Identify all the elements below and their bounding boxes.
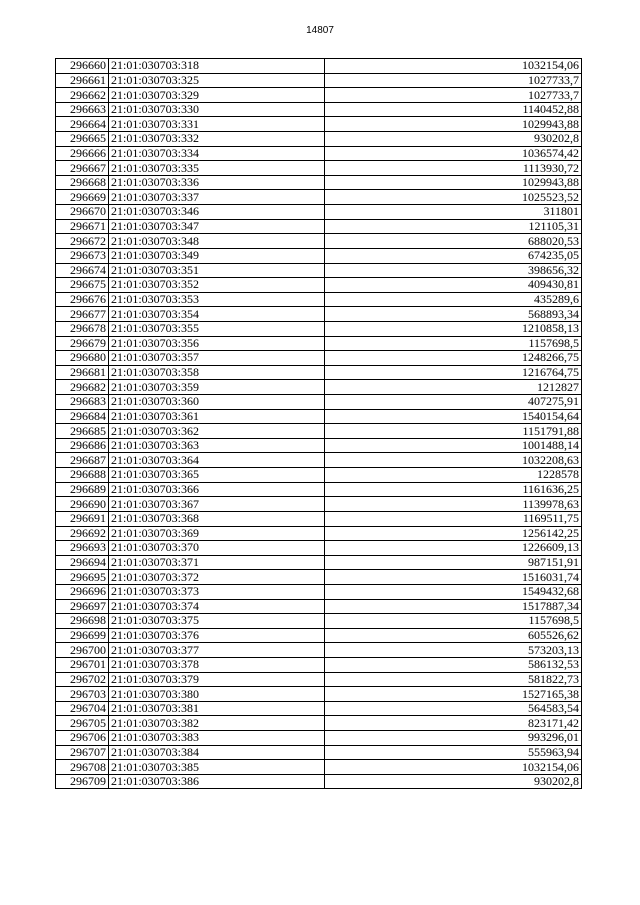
row-number-cell: 296695 bbox=[56, 570, 109, 585]
value-cell: 407275,91 bbox=[325, 395, 582, 410]
row-number-cell: 296675 bbox=[56, 278, 109, 293]
row-number-cell: 296665 bbox=[56, 132, 109, 147]
table-row bbox=[56, 701, 582, 716]
cadastral-number-cell: 21:01:030703:349 bbox=[109, 248, 325, 263]
table-row bbox=[56, 482, 582, 497]
row-number-cell: 296690 bbox=[56, 497, 109, 512]
value-cell: 987151,91 bbox=[325, 555, 582, 570]
table-row bbox=[56, 643, 582, 658]
value-cell: 1032154,06 bbox=[325, 59, 582, 74]
table-row bbox=[56, 73, 582, 88]
table-row bbox=[56, 234, 582, 249]
row-number-cell: 296704 bbox=[56, 701, 109, 716]
row-number-cell: 296709 bbox=[56, 774, 109, 789]
row-number-cell: 296696 bbox=[56, 584, 109, 599]
row-number-cell: 296683 bbox=[56, 395, 109, 410]
cadastral-number-cell: 21:01:030703:369 bbox=[109, 526, 325, 541]
table-row bbox=[56, 395, 582, 410]
page-number: 14807 bbox=[306, 25, 334, 36]
cadastral-number-cell: 21:01:030703:382 bbox=[109, 716, 325, 731]
row-number-cell: 296689 bbox=[56, 482, 109, 497]
row-number-cell: 296693 bbox=[56, 541, 109, 556]
cadastral-number-cell: 21:01:030703:385 bbox=[109, 760, 325, 775]
cadastral-number-cell: 21:01:030703:373 bbox=[109, 584, 325, 599]
table-row bbox=[56, 248, 582, 263]
value-cell: 1517887,34 bbox=[325, 599, 582, 614]
cadastral-number-cell: 21:01:030703:346 bbox=[109, 205, 325, 220]
cadastral-number-cell: 21:01:030703:363 bbox=[109, 438, 325, 453]
cadastral-number-cell: 21:01:030703:380 bbox=[109, 687, 325, 702]
value-cell: 1210858,13 bbox=[325, 321, 582, 336]
table-row bbox=[56, 760, 582, 775]
row-number-cell: 296669 bbox=[56, 190, 109, 205]
value-cell: 581822,73 bbox=[325, 672, 582, 687]
row-number-cell: 296679 bbox=[56, 336, 109, 351]
table-row bbox=[56, 117, 582, 132]
table-row bbox=[56, 731, 582, 746]
value-cell: 1516031,74 bbox=[325, 570, 582, 585]
row-number-cell: 296684 bbox=[56, 409, 109, 424]
value-cell: 555963,94 bbox=[325, 745, 582, 760]
cadastral-number-cell: 21:01:030703:353 bbox=[109, 292, 325, 307]
row-number-cell: 296682 bbox=[56, 380, 109, 395]
cadastral-number-cell: 21:01:030703:359 bbox=[109, 380, 325, 395]
cadastral-number-cell: 21:01:030703:331 bbox=[109, 117, 325, 132]
cadastral-number-cell: 21:01:030703:361 bbox=[109, 409, 325, 424]
table-row bbox=[56, 774, 582, 789]
cadastral-number-cell: 21:01:030703:330 bbox=[109, 102, 325, 117]
row-number-cell: 296694 bbox=[56, 555, 109, 570]
cadastral-number-cell: 21:01:030703:355 bbox=[109, 321, 325, 336]
table-row bbox=[56, 672, 582, 687]
value-cell: 1027733,7 bbox=[325, 88, 582, 103]
table-row bbox=[56, 190, 582, 205]
row-number-cell: 296678 bbox=[56, 321, 109, 336]
value-cell: 1001488,14 bbox=[325, 438, 582, 453]
table-row bbox=[56, 628, 582, 643]
cadastral-number-cell: 21:01:030703:348 bbox=[109, 234, 325, 249]
row-number-cell: 296661 bbox=[56, 73, 109, 88]
row-number-cell: 296707 bbox=[56, 745, 109, 760]
cadastral-number-cell: 21:01:030703:365 bbox=[109, 468, 325, 483]
cadastral-number-cell: 21:01:030703:378 bbox=[109, 657, 325, 672]
value-cell: 1032154,06 bbox=[325, 760, 582, 775]
value-cell: 586132,53 bbox=[325, 657, 582, 672]
value-cell: 409430,81 bbox=[325, 278, 582, 293]
cadastral-number-cell: 21:01:030703:356 bbox=[109, 336, 325, 351]
table-row bbox=[56, 102, 582, 117]
cadastral-number-cell: 21:01:030703:354 bbox=[109, 307, 325, 322]
row-number-cell: 296660 bbox=[56, 59, 109, 74]
cadastral-number-cell: 21:01:030703:325 bbox=[109, 73, 325, 88]
row-number-cell: 296668 bbox=[56, 175, 109, 190]
row-number-cell: 296687 bbox=[56, 453, 109, 468]
value-cell: 823171,42 bbox=[325, 716, 582, 731]
value-cell: 1256142,25 bbox=[325, 526, 582, 541]
cadastral-number-cell: 21:01:030703:366 bbox=[109, 482, 325, 497]
table-row bbox=[56, 584, 582, 599]
row-number-cell: 296688 bbox=[56, 468, 109, 483]
value-cell: 1540154,64 bbox=[325, 409, 582, 424]
cadastral-number-cell: 21:01:030703:318 bbox=[109, 59, 325, 74]
table-row bbox=[56, 175, 582, 190]
cadastral-number-cell: 21:01:030703:351 bbox=[109, 263, 325, 278]
value-cell: 1151791,88 bbox=[325, 424, 582, 439]
row-number-cell: 296664 bbox=[56, 117, 109, 132]
cadastral-number-cell: 21:01:030703:386 bbox=[109, 774, 325, 789]
cadastral-number-cell: 21:01:030703:384 bbox=[109, 745, 325, 760]
value-cell: 435289,6 bbox=[325, 292, 582, 307]
value-cell: 1032208,63 bbox=[325, 453, 582, 468]
row-number-cell: 296685 bbox=[56, 424, 109, 439]
row-number-cell: 296699 bbox=[56, 628, 109, 643]
row-number-cell: 296708 bbox=[56, 760, 109, 775]
value-cell: 1113930,72 bbox=[325, 161, 582, 176]
table-row bbox=[56, 599, 582, 614]
table-row bbox=[56, 716, 582, 731]
table-row bbox=[56, 555, 582, 570]
value-cell: 564583,54 bbox=[325, 701, 582, 716]
cadastral-number-cell: 21:01:030703:364 bbox=[109, 453, 325, 468]
table-row bbox=[56, 307, 582, 322]
cadastral-number-cell: 21:01:030703:368 bbox=[109, 511, 325, 526]
cadastral-number-cell: 21:01:030703:332 bbox=[109, 132, 325, 147]
row-number-cell: 296686 bbox=[56, 438, 109, 453]
table-row bbox=[56, 161, 582, 176]
value-cell: 1025523,52 bbox=[325, 190, 582, 205]
cadastral-number-cell: 21:01:030703:371 bbox=[109, 555, 325, 570]
value-cell: 674235,05 bbox=[325, 248, 582, 263]
table-row bbox=[56, 745, 582, 760]
row-number-cell: 296673 bbox=[56, 248, 109, 263]
table-row bbox=[56, 409, 582, 424]
table-row bbox=[56, 424, 582, 439]
table-row bbox=[56, 497, 582, 512]
table-row bbox=[56, 438, 582, 453]
row-number-cell: 296702 bbox=[56, 672, 109, 687]
cadastral-number-cell: 21:01:030703:360 bbox=[109, 395, 325, 410]
value-cell: 1027733,7 bbox=[325, 73, 582, 88]
table-row bbox=[56, 453, 582, 468]
table-row bbox=[56, 132, 582, 147]
cadastral-number-cell: 21:01:030703:357 bbox=[109, 351, 325, 366]
value-cell: 1228578 bbox=[325, 468, 582, 483]
table-row bbox=[56, 88, 582, 103]
table-row bbox=[56, 468, 582, 483]
cadastral-number-cell: 21:01:030703:362 bbox=[109, 424, 325, 439]
row-number-cell: 296670 bbox=[56, 205, 109, 220]
table-row bbox=[56, 263, 582, 278]
table-row bbox=[56, 614, 582, 629]
cadastral-number-cell: 21:01:030703:335 bbox=[109, 161, 325, 176]
row-number-cell: 296680 bbox=[56, 351, 109, 366]
cadastral-number-cell: 21:01:030703:379 bbox=[109, 672, 325, 687]
row-number-cell: 296705 bbox=[56, 716, 109, 731]
row-number-cell: 296663 bbox=[56, 102, 109, 117]
value-cell: 605526,62 bbox=[325, 628, 582, 643]
table-row bbox=[56, 365, 582, 380]
value-cell: 311801 bbox=[325, 205, 582, 220]
cadastral-number-cell: 21:01:030703:370 bbox=[109, 541, 325, 556]
table-row bbox=[56, 292, 582, 307]
value-cell: 1549432,68 bbox=[325, 584, 582, 599]
value-cell: 398656,32 bbox=[325, 263, 582, 278]
table-row bbox=[56, 380, 582, 395]
table-row bbox=[56, 205, 582, 220]
cadastral-number-cell: 21:01:030703:383 bbox=[109, 731, 325, 746]
row-number-cell: 296672 bbox=[56, 234, 109, 249]
value-cell: 1216764,75 bbox=[325, 365, 582, 380]
table-row bbox=[56, 687, 582, 702]
value-cell: 930202,8 bbox=[325, 132, 582, 147]
cadastral-number-cell: 21:01:030703:372 bbox=[109, 570, 325, 585]
row-number-cell: 296698 bbox=[56, 614, 109, 629]
row-number-cell: 296706 bbox=[56, 731, 109, 746]
value-cell: 1139978,63 bbox=[325, 497, 582, 512]
row-number-cell: 296681 bbox=[56, 365, 109, 380]
cadastral-number-cell: 21:01:030703:377 bbox=[109, 643, 325, 658]
value-cell: 1140452,88 bbox=[325, 102, 582, 117]
value-cell: 1169511,75 bbox=[325, 511, 582, 526]
value-cell: 1527165,38 bbox=[325, 687, 582, 702]
value-cell: 1212827 bbox=[325, 380, 582, 395]
row-number-cell: 296703 bbox=[56, 687, 109, 702]
row-number-cell: 296671 bbox=[56, 219, 109, 234]
cadastral-number-cell: 21:01:030703:334 bbox=[109, 146, 325, 161]
cadastral-number-cell: 21:01:030703:375 bbox=[109, 614, 325, 629]
table-row bbox=[56, 59, 582, 74]
cadastral-number-cell: 21:01:030703:337 bbox=[109, 190, 325, 205]
cadastral-value-table bbox=[55, 58, 582, 789]
table-row bbox=[56, 351, 582, 366]
table-row bbox=[56, 146, 582, 161]
row-number-cell: 296662 bbox=[56, 88, 109, 103]
value-cell: 1029943,88 bbox=[325, 175, 582, 190]
cadastral-number-cell: 21:01:030703:358 bbox=[109, 365, 325, 380]
value-cell: 121105,31 bbox=[325, 219, 582, 234]
value-cell: 573203,13 bbox=[325, 643, 582, 658]
cadastral-number-cell: 21:01:030703:367 bbox=[109, 497, 325, 512]
cadastral-number-cell: 21:01:030703:374 bbox=[109, 599, 325, 614]
table-row bbox=[56, 526, 582, 541]
table-row bbox=[56, 219, 582, 234]
value-cell: 1226609,13 bbox=[325, 541, 582, 556]
value-cell: 1157698,5 bbox=[325, 614, 582, 629]
cadastral-number-cell: 21:01:030703:381 bbox=[109, 701, 325, 716]
row-number-cell: 296701 bbox=[56, 657, 109, 672]
value-cell: 993296,01 bbox=[325, 731, 582, 746]
value-cell: 688020,53 bbox=[325, 234, 582, 249]
row-number-cell: 296677 bbox=[56, 307, 109, 322]
row-number-cell: 296666 bbox=[56, 146, 109, 161]
table-row bbox=[56, 336, 582, 351]
table-row bbox=[56, 321, 582, 336]
table-row bbox=[56, 570, 582, 585]
value-cell: 1161636,25 bbox=[325, 482, 582, 497]
table-row bbox=[56, 541, 582, 556]
cadastral-number-cell: 21:01:030703:347 bbox=[109, 219, 325, 234]
row-number-cell: 296691 bbox=[56, 511, 109, 526]
row-number-cell: 296697 bbox=[56, 599, 109, 614]
table-row bbox=[56, 657, 582, 672]
cadastral-number-cell: 21:01:030703:376 bbox=[109, 628, 325, 643]
row-number-cell: 296700 bbox=[56, 643, 109, 658]
value-cell: 1157698,5 bbox=[325, 336, 582, 351]
value-cell: 1248266,75 bbox=[325, 351, 582, 366]
value-cell: 1036574,42 bbox=[325, 146, 582, 161]
table-row bbox=[56, 511, 582, 526]
table-row bbox=[56, 278, 582, 293]
value-cell: 930202,8 bbox=[325, 774, 582, 789]
value-cell: 568893,34 bbox=[325, 307, 582, 322]
cadastral-number-cell: 21:01:030703:336 bbox=[109, 175, 325, 190]
cadastral-number-cell: 21:01:030703:329 bbox=[109, 88, 325, 103]
value-cell: 1029943,88 bbox=[325, 117, 582, 132]
row-number-cell: 296667 bbox=[56, 161, 109, 176]
row-number-cell: 296692 bbox=[56, 526, 109, 541]
table-body bbox=[56, 59, 582, 789]
row-number-cell: 296674 bbox=[56, 263, 109, 278]
cadastral-number-cell: 21:01:030703:352 bbox=[109, 278, 325, 293]
row-number-cell: 296676 bbox=[56, 292, 109, 307]
